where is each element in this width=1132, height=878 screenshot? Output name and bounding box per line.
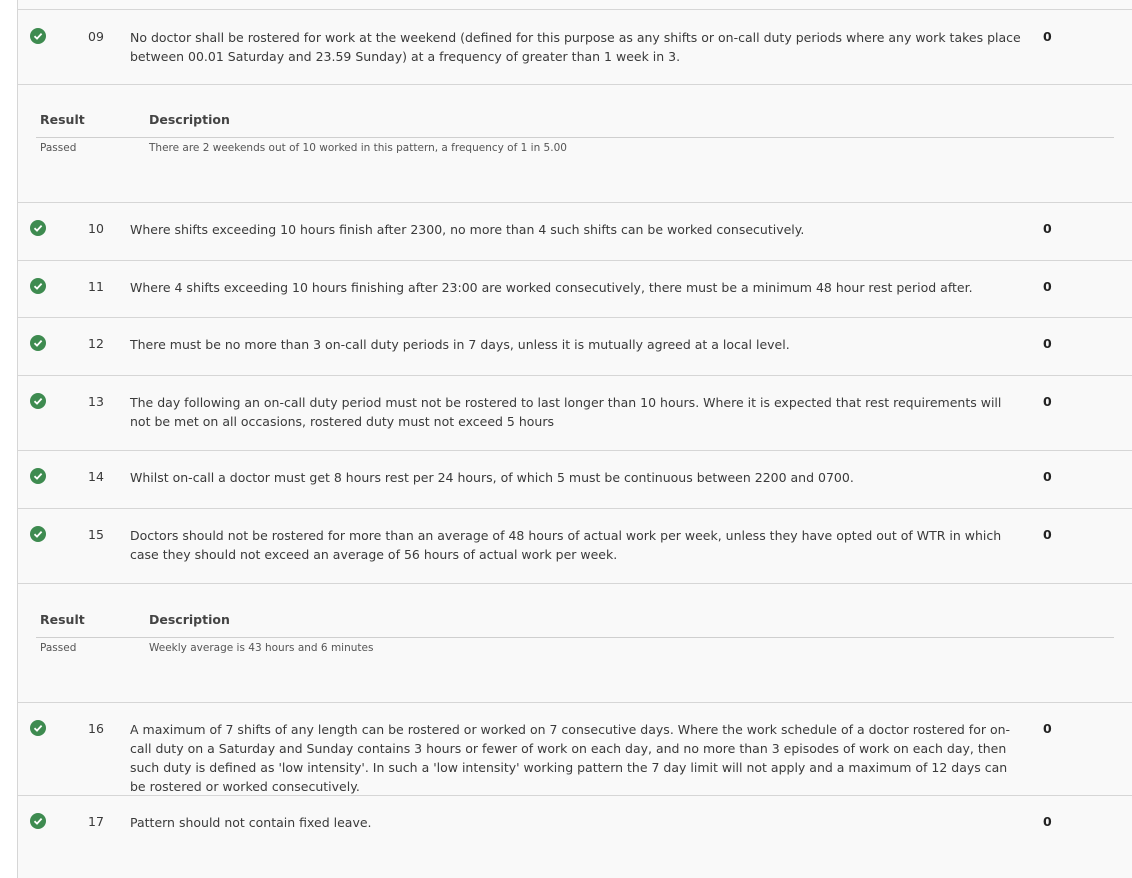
rule-result-detail — [18, 84, 1132, 203]
violation-count: 0 — [1043, 527, 1052, 542]
rule-description: Doctors should not be rostered for more than an average of 48 hours of actual work per week, unless they have opted out of WTR in which case they should not exceed an average of 56 hours of actual work per week. — [130, 528, 1002, 562]
rule-description: A maximum of 7 shifts of any length can be rostered or worked on 7 consecutive days. Where the work schedule of a doctor rostered for on-call duty on a Saturday and Sunday contains 3 hours or fewer of work on each day, and no more than 3 episodes of work on each day, then such duty is defined as 'low intensity'. In such a 'low intensity' working pattern the 7 day limit will not apply and a maximum of 12 days can be rostered or worked consecutively. — [130, 722, 1011, 794]
violation-count: 0 — [1043, 469, 1052, 484]
description-column-header: Description — [149, 612, 230, 627]
rule-row-09 — [18, 9, 1132, 85]
rule-number: 13 — [88, 394, 104, 409]
rule-description: Whilst on-call a doctor must get 8 hours rest per 24 hours, of which 5 must be continuous between 2200 and 0700. — [130, 470, 854, 485]
rule-row-13 — [18, 376, 1132, 451]
result-description: There are 2 weekends out of 10 worked in this pattern, a frequency of 1 in 5.00 — [149, 142, 567, 154]
rules-panel — [17, 0, 1132, 878]
rule-number: 16 — [88, 721, 104, 736]
check-circle-icon — [30, 278, 46, 294]
result-description: Weekly average is 43 hours and 6 minutes — [149, 642, 374, 654]
rule-number: 12 — [88, 336, 104, 351]
rule-result-detail — [18, 584, 1132, 703]
rule-number: 15 — [88, 527, 104, 542]
check-circle-icon — [30, 28, 46, 44]
description-column-header: Description — [149, 112, 230, 127]
rule-description: Where shifts exceeding 10 hours finish after 2300, no more than 4 such shifts can be worked consecutively. — [130, 222, 805, 237]
rule-number: 17 — [88, 814, 104, 829]
violation-count: 0 — [1043, 336, 1052, 351]
rule-row-12 — [18, 318, 1132, 376]
check-circle-icon — [30, 220, 46, 236]
rule-description: Where 4 shifts exceeding 10 hours finishing after 23:00 are worked consecutively, there must be a minimum 48 hour rest period after. — [130, 280, 973, 295]
rule-row-11 — [18, 261, 1132, 318]
header-divider — [36, 637, 1114, 638]
violation-count: 0 — [1043, 221, 1052, 236]
violation-count: 0 — [1043, 814, 1052, 829]
check-circle-icon — [30, 393, 46, 409]
violation-count: 0 — [1043, 29, 1052, 44]
rule-description: No doctor shall be rostered for work at the weekend (defined for this purpose as any shifts or on-call duty periods where any work takes place between 00.01 Saturday and 23.59 Sunday) at a frequency of greater than 1 week in 3. — [130, 30, 1021, 64]
rule-number: 14 — [88, 469, 104, 484]
check-circle-icon — [30, 526, 46, 542]
result-value: Passed — [40, 142, 77, 154]
result-column-header: Result — [40, 112, 85, 127]
result-column-header: Result — [40, 612, 85, 627]
violation-count: 0 — [1043, 721, 1052, 736]
rule-description: The day following an on-call duty period must not be rostered to last longer than 10 hours. Where it is expected that rest requirements will not be met on all occasions, rostered duty must not exceed 5 hours — [130, 395, 1002, 429]
violation-count: 0 — [1043, 394, 1052, 409]
rule-number: 11 — [88, 279, 104, 294]
header-divider — [36, 137, 1114, 138]
rule-description: Pattern should not contain fixed leave. — [130, 815, 372, 830]
result-value: Passed — [40, 642, 77, 654]
rule-row-15 — [18, 509, 1132, 584]
check-circle-icon — [30, 813, 46, 829]
rule-row-10 — [18, 203, 1132, 261]
rule-row-16 — [18, 703, 1132, 796]
rule-description: There must be no more than 3 on-call duty periods in 7 days, unless it is mutually agreed at a local level. — [130, 337, 790, 352]
rule-row-14 — [18, 451, 1132, 509]
check-circle-icon — [30, 335, 46, 351]
violation-count: 0 — [1043, 279, 1052, 294]
check-circle-icon — [30, 468, 46, 484]
rule-row-17 — [18, 796, 1132, 876]
rule-number: 10 — [88, 221, 104, 236]
rule-number: 09 — [88, 29, 104, 44]
check-circle-icon — [30, 720, 46, 736]
